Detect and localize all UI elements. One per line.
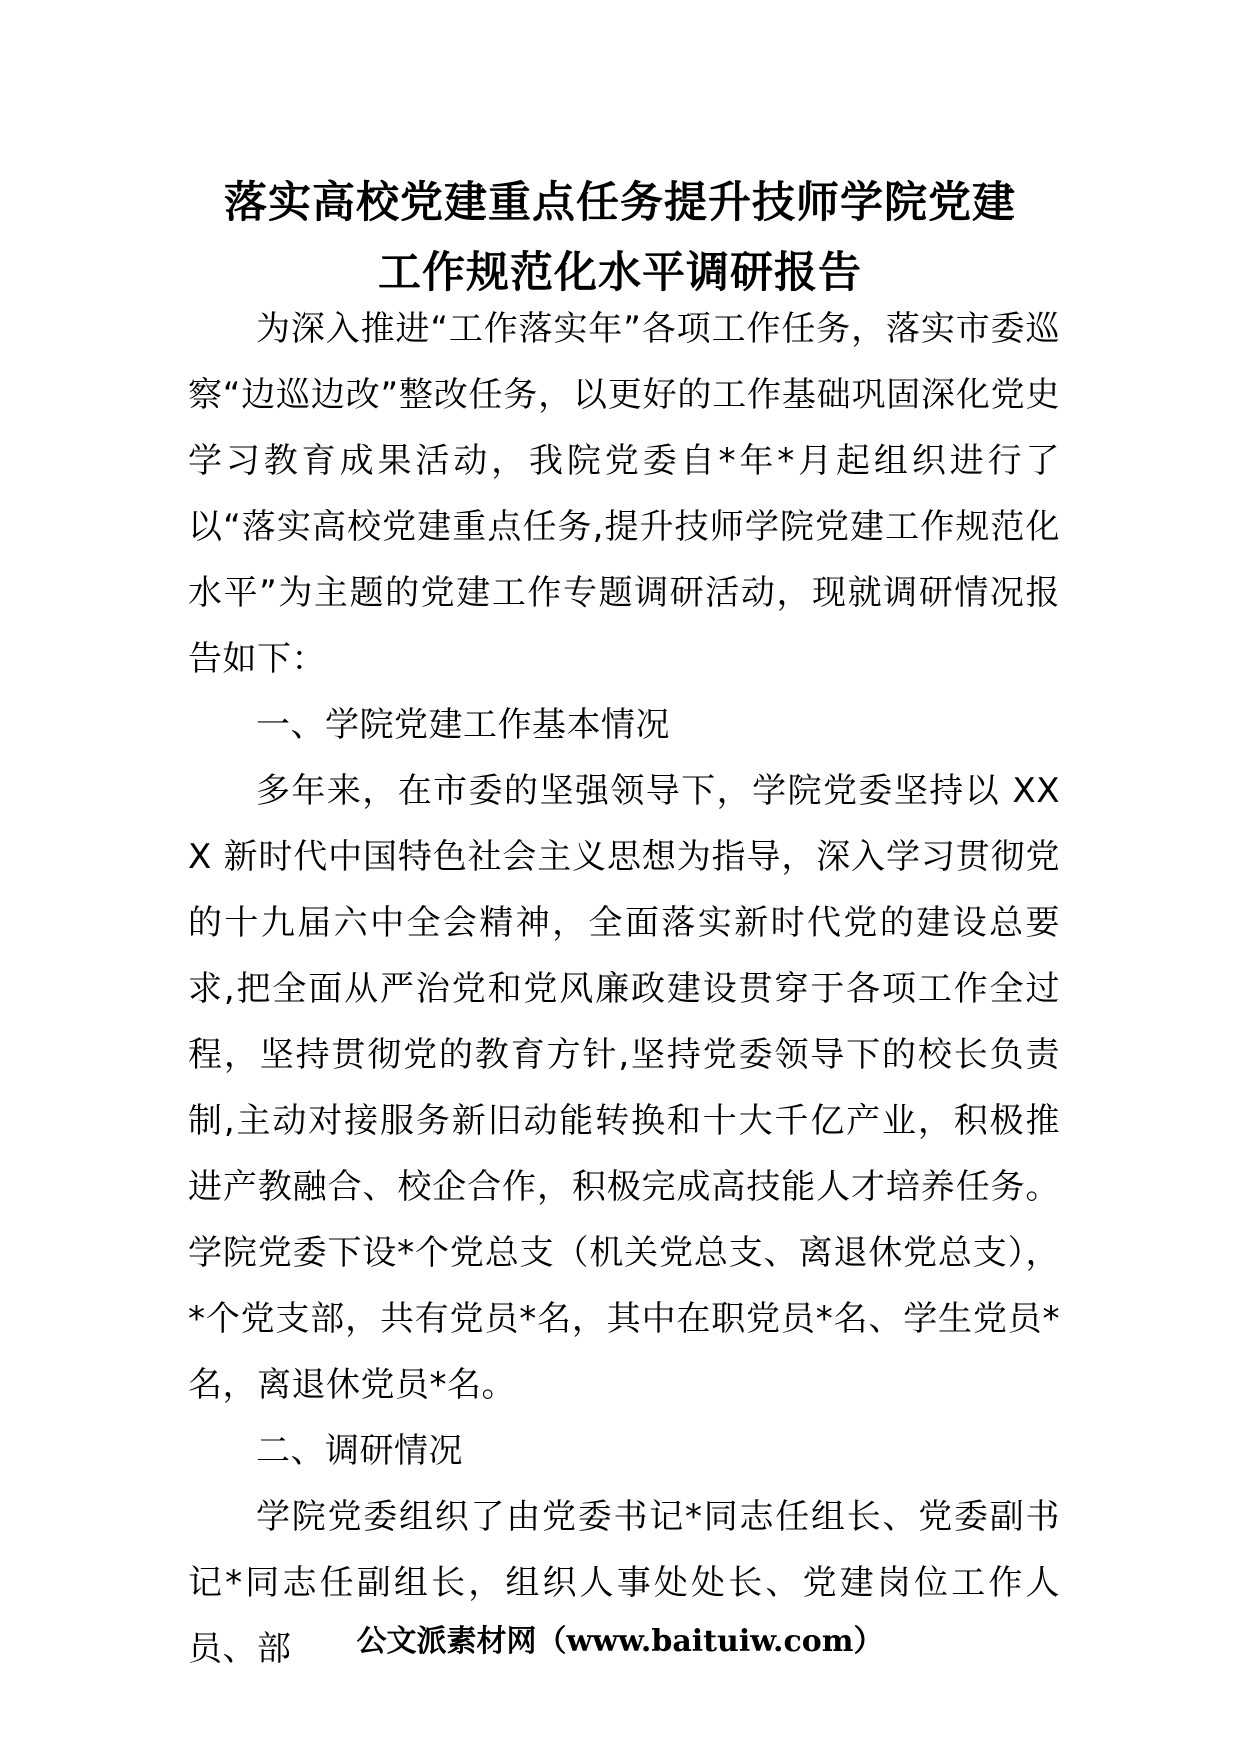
section-1-heading: 一、学院党建工作基本情况 xyxy=(256,705,670,745)
section-2-paragraph: 学院党委组织了由党委书记*同志任组长、党委副书记*同志任副组长，组织人事处处长、党建岗位工作人员、部 xyxy=(188,1497,1060,1669)
section-1-paragraph: 多年来，在市委的坚强领导下，学院党委坚持以 XXX 新时代中国特色社会主义思想为指导，深入学习贯彻党的十九届六中全会精神，全面落实新时代党的建设总要求,把全面从严治党和党风廉政建设贯穿于各项工作全过程，坚持贯彻党的教育方针,坚持党委领导下的校长负责制,主动对接服务新旧动能转换和十大千亿产业，积极推进产教融合、校企合作，积极完成高技能人才培养任务。学院党委下设*个党总支（机关党总支、离退休党总支），*个党支部，共有党员*名，其中在职党员*名、学生党员*名，离退休党员*名。 xyxy=(188,771,1060,1405)
footer-watermark: 公文派素材网（www.baituiw.com） xyxy=(356,1624,884,1659)
section-2-heading: 二、调研情况 xyxy=(256,1431,463,1471)
title-line-1: 落实高校党建重点任务提升技师学院党建 xyxy=(224,178,1016,228)
document-title xyxy=(180,168,1060,308)
document-body xyxy=(188,296,1060,1682)
title-line-2: 工作规范化水平调研报告 xyxy=(378,248,862,298)
intro-paragraph: 为深入推进“工作落实年”各项工作任务，落实市委巡察“边巡边改”整改任务，以更好的工作基础巩固深化党史学习教育成果活动，我院党委自*年*月起组织进行了以“落实高校党建重点任务,提升技师学院党建工作规范化水平”为主题的党建工作专题调研活动，现就调研情况报告如下： xyxy=(188,309,1060,679)
